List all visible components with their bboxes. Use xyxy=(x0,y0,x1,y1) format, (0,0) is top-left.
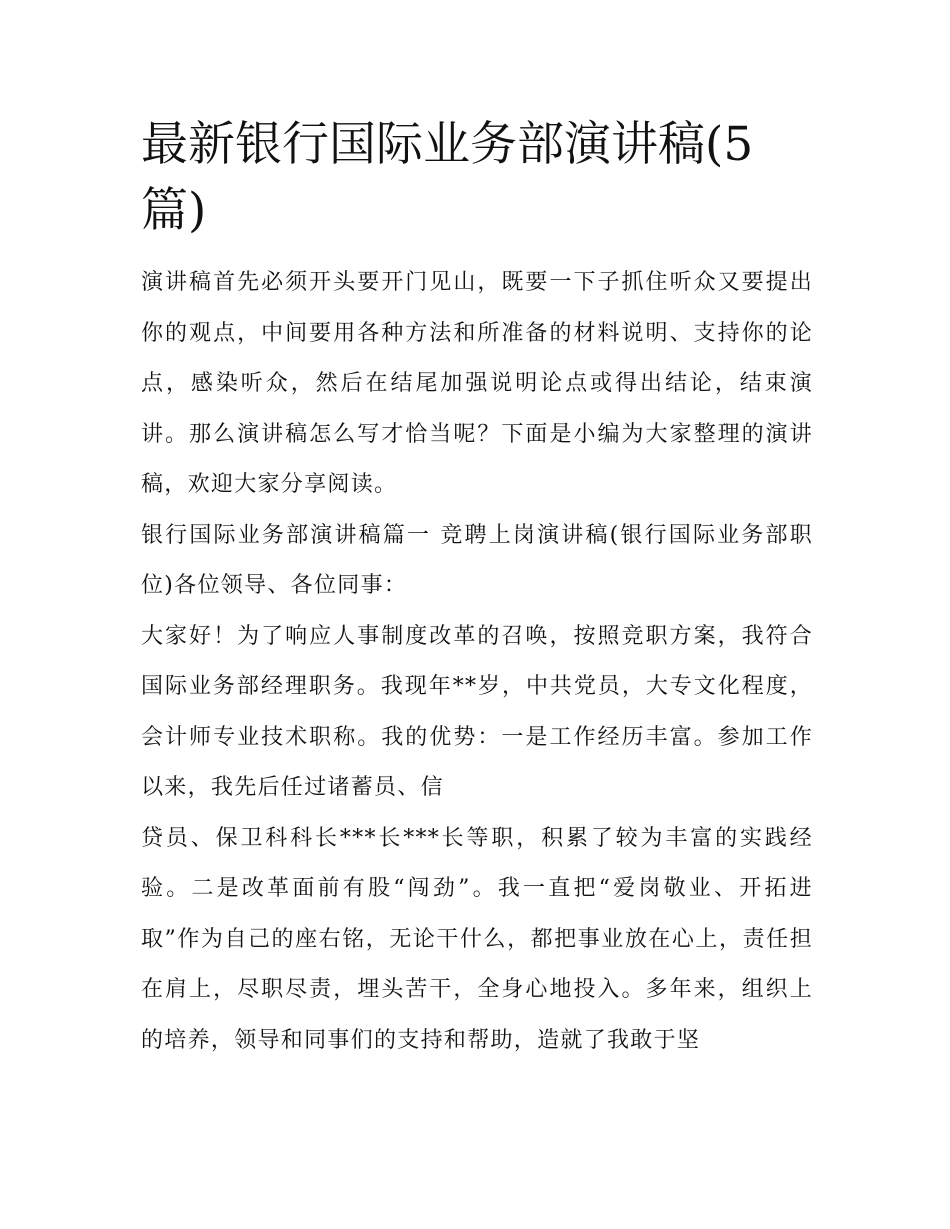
speech-paragraph: 贷员、保卫科科长***长***长等职，积累了较为丰富的实践经验。二是改革面前有股“闯劲”。我一直把“爱岗敬业、开拓进取”作为自己的座右铭，无论干什么，都把事业放在心上，责任担在肩上，尽职尽责，埋头苦干，全身心地投入。多年来，组织上的培养，领导和同事们的支持和帮助，造就了我敢于坚 xyxy=(141,825,813,1053)
section-heading-paragraph: 银行国际业务部演讲稿篇一 竞聘上岗演讲稿(银行国际业务部职位)各位领导、各位同事： xyxy=(141,522,813,598)
speech-paragraph: 大家好！为了响应人事制度改革的召唤，按照竞职方案，我符合国际业务部经理职务。我现年**岁，中共党员，大专文化程度，会计师专业技术职称。我的优势：一是工作经历丰富。参加工作以来，我先后任过诸蓄员、信 xyxy=(141,623,813,800)
document-body xyxy=(141,258,813,1066)
document-title: 最新银行国际业务部演讲稿(5篇) xyxy=(141,117,754,238)
intro-paragraph: 演讲稿首先必须开头要开门见山，既要一下子抓住听众又要提出你的观点，中间要用各种方法和所准备的材料说明、支持你的论点，感染听众，然后在结尾加强说明论点或得出结论，结束演讲。那么演讲稿怎么写才恰当呢？下面是小编为大家整理的演讲稿，欢迎大家分享阅读。 xyxy=(141,270,813,497)
document-page xyxy=(141,112,813,1066)
